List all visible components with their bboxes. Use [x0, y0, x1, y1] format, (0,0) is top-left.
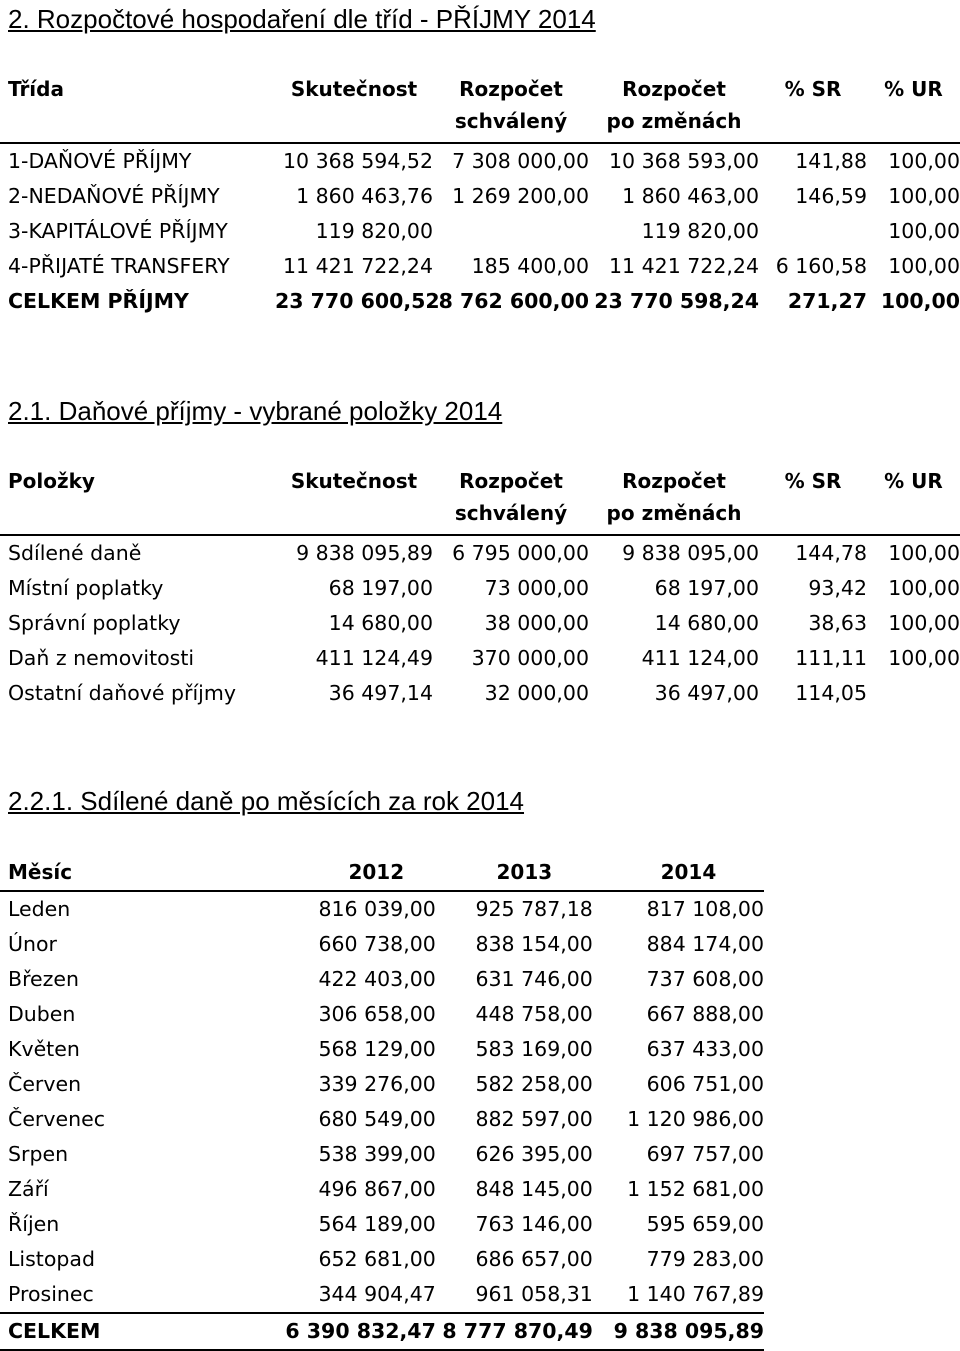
- row-value: 763 146,00: [475, 1212, 593, 1236]
- table-row: [0, 606, 960, 641]
- row-value: 14 680,00: [654, 611, 759, 635]
- row-value: 114,05: [795, 681, 867, 705]
- row-value: 306 658,00: [318, 1002, 436, 1026]
- row-value: 1 140 767,89: [593, 1277, 764, 1313]
- row-value: 652 681,00: [318, 1247, 436, 1271]
- table-row: [0, 214, 960, 249]
- table-row: [0, 1137, 764, 1172]
- header-actual: Skutečnost: [290, 469, 418, 493]
- row-value: 884 174,00: [646, 932, 764, 956]
- row-value: 1 120 986,00: [627, 1107, 764, 1131]
- row-value: 422 403,00: [318, 967, 436, 991]
- row-value: 411 124,49: [315, 646, 433, 670]
- header-2014: 2014: [593, 854, 764, 891]
- row-label: 1-DAŇOVÉ PŘÍJMY: [8, 149, 192, 173]
- row-label: Místní poplatky: [8, 576, 164, 600]
- row-value: 538 399,00: [318, 1142, 436, 1166]
- table-row: [0, 1032, 764, 1067]
- row-label: Listopad: [8, 1247, 95, 1271]
- table-row: [0, 1172, 764, 1207]
- table-header-row: [0, 854, 764, 891]
- table-row: [0, 179, 960, 214]
- header-2013: 2013: [436, 854, 593, 891]
- row-value: 68 197,00: [328, 576, 433, 600]
- row-value: 1 860 463,00: [622, 184, 759, 208]
- row-label: Sdílené daně: [8, 541, 142, 565]
- row-value: 496 867,00: [318, 1177, 436, 1201]
- row-value: 411 124,00: [641, 646, 759, 670]
- row-value: 119 820,00: [641, 219, 759, 243]
- row-value: 8 762 600,00: [438, 289, 589, 313]
- header-pct-sr: % SR: [784, 469, 842, 493]
- row-value: 6 390 832,47: [277, 1313, 436, 1350]
- row-label: 3-KAPITÁLOVÉ PŘÍJMY: [8, 219, 228, 243]
- section3-title: 2.2.1. Sdílené daně po měsících za rok 2014: [8, 786, 525, 816]
- row-value: 36 497,00: [654, 681, 759, 705]
- shared-taxes-monthly-table: [0, 854, 764, 1351]
- table-row: [0, 997, 764, 1032]
- row-value: 100,00: [888, 541, 960, 565]
- section2-title: 2.1. Daňové příjmy - vybrané položky 2014: [8, 396, 503, 426]
- row-value: 882 597,00: [475, 1107, 593, 1131]
- row-value: 6 795 000,00: [452, 541, 589, 565]
- subheader-adjusted: po změnách: [589, 498, 759, 535]
- row-value: 100,00: [888, 149, 960, 173]
- row-value: 8 777 870,49: [436, 1313, 593, 1350]
- row-label: CELKEM PŘÍJMY: [8, 289, 189, 313]
- row-label: Daň z nemovitosti: [8, 646, 195, 670]
- row-value: 583 169,00: [475, 1037, 593, 1061]
- header-2012: 2012: [277, 854, 436, 891]
- row-value: 848 145,00: [475, 1177, 593, 1201]
- row-value: 339 276,00: [318, 1072, 436, 1096]
- row-label: Březen: [8, 967, 80, 991]
- table-row: [0, 891, 764, 927]
- table-subheader-row: [0, 106, 960, 143]
- header-budget-adjusted: Rozpočet: [622, 77, 726, 101]
- table-subheader-row: [0, 498, 960, 535]
- row-value: 637 433,00: [646, 1037, 764, 1061]
- row-value: 1 860 463,76: [296, 184, 433, 208]
- header-pct-ur: % UR: [884, 77, 943, 101]
- row-value: 100,00: [888, 611, 960, 635]
- row-value: 680 549,00: [318, 1107, 436, 1131]
- row-value: [867, 676, 960, 711]
- row-value: 779 283,00: [646, 1247, 764, 1271]
- row-value: 737 608,00: [646, 967, 764, 991]
- row-value: 9 838 095,89: [593, 1313, 764, 1350]
- row-value: 697 757,00: [646, 1142, 764, 1166]
- row-value: 606 751,00: [646, 1072, 764, 1096]
- row-label: Správní poplatky: [8, 611, 181, 635]
- row-value: 73 000,00: [484, 576, 589, 600]
- row-label: Září: [8, 1177, 49, 1201]
- table-row: [0, 1242, 764, 1277]
- row-value: 370 000,00: [471, 646, 589, 670]
- table-header-row: [0, 464, 960, 498]
- row-value: 111,11: [795, 646, 867, 670]
- row-label: Leden: [8, 897, 71, 921]
- row-value: 68 197,00: [654, 576, 759, 600]
- table-row: [0, 1277, 764, 1313]
- header-pct-ur: % UR: [884, 469, 943, 493]
- row-value: 568 129,00: [318, 1037, 436, 1061]
- table-row: [0, 641, 960, 676]
- table-row: [0, 1207, 764, 1242]
- row-label: Únor: [8, 932, 57, 956]
- header-actual: Skutečnost: [290, 77, 418, 101]
- table-row: [0, 535, 960, 571]
- row-label: Prosinec: [0, 1277, 277, 1313]
- row-value: 23 770 600,52: [275, 289, 440, 313]
- row-value: 686 657,00: [475, 1247, 593, 1271]
- row-value: 32 000,00: [484, 681, 589, 705]
- table-row: [0, 927, 764, 962]
- header-budget-approved: Rozpočet: [459, 77, 563, 101]
- row-value: 119 820,00: [315, 219, 433, 243]
- header-items: Položky: [8, 469, 95, 493]
- row-label: Duben: [8, 1002, 76, 1026]
- table-row: [0, 962, 764, 997]
- row-value: 838 154,00: [475, 932, 593, 956]
- table-row: [0, 1067, 764, 1102]
- header-class: Třída: [8, 77, 64, 101]
- row-value: 564 189,00: [318, 1212, 436, 1236]
- revenue-by-class-table: [0, 72, 960, 319]
- table-row: [0, 571, 960, 606]
- row-value: 925 787,18: [475, 897, 593, 921]
- row-value: 582 258,00: [475, 1072, 593, 1096]
- row-value: 667 888,00: [646, 1002, 764, 1026]
- table-row: [0, 1313, 764, 1350]
- row-value: 10 368 594,52: [283, 149, 433, 173]
- row-label: CELKEM: [0, 1313, 277, 1350]
- row-value: 141,88: [795, 149, 867, 173]
- row-value: 660 738,00: [318, 932, 436, 956]
- subheader-approved: schválený: [433, 106, 589, 143]
- row-value: 100,00: [888, 254, 960, 278]
- row-value: 14 680,00: [328, 611, 433, 635]
- table-row: [0, 249, 960, 284]
- row-label: 2-NEDAŇOVÉ PŘÍJMY: [8, 184, 220, 208]
- section1-title: 2. Rozpočtové hospodaření dle tříd - PŘÍJMY 2014: [8, 4, 596, 34]
- row-value: 631 746,00: [475, 967, 593, 991]
- tax-revenue-items-table: [0, 464, 960, 711]
- row-value: 100,00: [888, 219, 960, 243]
- subheader-adjusted: po změnách: [589, 106, 759, 143]
- header-budget-adjusted: Rozpočet: [622, 469, 726, 493]
- row-value: 1 269 200,00: [452, 184, 589, 208]
- row-value: 10 368 593,00: [609, 149, 759, 173]
- row-value: [759, 214, 867, 249]
- row-value: 23 770 598,24: [594, 289, 759, 313]
- row-value: 1 152 681,00: [627, 1177, 764, 1201]
- header-month: Měsíc: [0, 854, 277, 891]
- row-value: 9 838 095,89: [296, 541, 433, 565]
- row-label: Ostatní daňové příjmy: [8, 681, 236, 705]
- row-label: Červen: [8, 1072, 82, 1096]
- row-value: 271,27: [787, 289, 867, 313]
- row-value: 6 160,58: [775, 254, 867, 278]
- row-value: 185 400,00: [471, 254, 589, 278]
- row-label: Červenec: [8, 1107, 105, 1131]
- header-budget-approved: Rozpočet: [459, 469, 563, 493]
- row-value: 100,00: [880, 289, 960, 313]
- row-value: 9 838 095,00: [622, 541, 759, 565]
- table-header-row: [0, 72, 960, 106]
- row-value: 961 058,31: [436, 1277, 593, 1313]
- row-value: 144,78: [795, 541, 867, 565]
- row-value: 626 395,00: [475, 1142, 593, 1166]
- row-value: 816 039,00: [318, 897, 436, 921]
- row-value: [433, 214, 589, 249]
- row-value: 595 659,00: [646, 1212, 764, 1236]
- table-row: [0, 143, 960, 179]
- row-value: 36 497,14: [328, 681, 433, 705]
- table-row: [0, 284, 960, 319]
- row-value: 146,59: [795, 184, 867, 208]
- row-value: 448 758,00: [475, 1002, 593, 1026]
- row-value: 11 421 722,24: [609, 254, 759, 278]
- table-row: [0, 676, 960, 711]
- row-value: 38,63: [808, 611, 867, 635]
- header-pct-sr: % SR: [784, 77, 842, 101]
- row-value: 38 000,00: [484, 611, 589, 635]
- row-value: 93,42: [808, 576, 867, 600]
- row-value: 7 308 000,00: [452, 149, 589, 173]
- table-row: [0, 1102, 764, 1137]
- row-label: 4-PŘIJATÉ TRANSFERY: [8, 254, 230, 278]
- row-value: 100,00: [888, 576, 960, 600]
- row-value: 100,00: [888, 646, 960, 670]
- row-value: 817 108,00: [646, 897, 764, 921]
- row-value: 344 904,47: [277, 1277, 436, 1313]
- subheader-approved: schválený: [433, 498, 589, 535]
- row-label: Srpen: [8, 1142, 69, 1166]
- row-value: 11 421 722,24: [283, 254, 433, 278]
- row-value: 100,00: [888, 184, 960, 208]
- row-label: Říjen: [8, 1212, 60, 1236]
- row-label: Květen: [8, 1037, 80, 1061]
